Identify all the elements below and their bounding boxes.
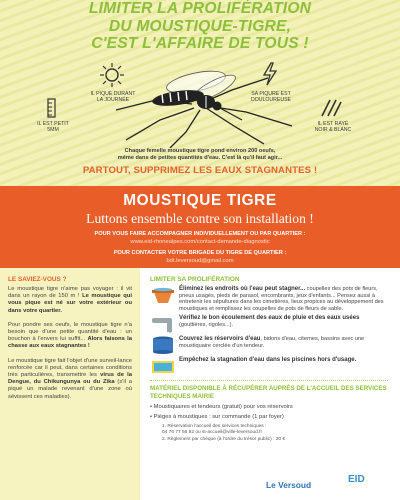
p3-b: (s'il a piqué un malade revenant d'une zone où sévissent ces maladies). (8, 379, 132, 400)
brigade-line: POUR CONTACTER VOTRE BRIGADE DU TIGRE DE QUARTIER : (113, 250, 287, 256)
eid-logo-text: EID (348, 474, 365, 485)
campaign-band (0, 186, 400, 268)
band-title: MOUSTIQUE TIGRE (123, 192, 277, 209)
stripes-icon (320, 98, 342, 123)
tip-cover-tanks (150, 336, 388, 354)
fact-day-text: IL PIQUE DURANT LA JOURNÉE (90, 91, 136, 104)
ruler-icon (46, 98, 58, 123)
brigade-email-link[interactable]: bdt.leversoud@gmail.com (166, 258, 234, 264)
town-logo-text: Le Versoud (266, 480, 312, 490)
did-you-know-paragraph-1 (8, 286, 132, 315)
town-logo (266, 480, 311, 490)
fact-size-text: IL EST PETIT 5MM (37, 121, 69, 134)
tip-cover-tanks-text (179, 336, 388, 349)
headline-line-1: LIMITER LA PROLIFÉRATION (88, 0, 312, 17)
limit-heading: LIMITER SA PROLIFÉRATION (150, 276, 240, 283)
top-banner (0, 0, 400, 186)
p2-plain: Pour pondre ses oeufs, le moustique tigre n'a besoin que d'une petite quantité d'eau : un bouchon à l'envers lui suffit... (8, 321, 132, 343)
tip-pools-bold: Empêchez la stagnation d'eau dans les piscines hors d'usage. (179, 357, 357, 364)
headline-line-3: C'EST L'AFFAIRE DE TOUS ! (91, 35, 309, 53)
contact-url-link[interactable]: www.eid-rhonealpes.com/contact-demande-diagnostic (130, 239, 270, 245)
section-divider (150, 380, 388, 381)
fact-pain-text: SA PIQURE EST DOULOUREUSE (250, 91, 292, 104)
callout-line-2: même dans de petites quantités d'eau. C'est là qu'il faut agir... (117, 155, 283, 161)
p1-bold: Le moustique qui vous pique est né sur votre extérieur ou dans votre quartier. (8, 293, 132, 314)
water-tank-icon (150, 336, 176, 354)
headline (0, 0, 400, 53)
order-steps (150, 424, 388, 443)
p1-plain: Le moustique tigre n'aime pas voyager : il vit dans un rayon de 150 m ! (8, 286, 132, 300)
tip-pools (150, 357, 388, 375)
p3-bold: virus de la Dengue, du Chikungunya ou du Zika (8, 372, 132, 386)
order-step-1-contact: 04 76 77 56 92 ou st-accueil@ville-leversoud.fr (162, 430, 263, 436)
tip-cover-body: , bidons d'eau, citernes, bassins avec une moustiquaire cerclée d'un tendeur. (179, 336, 365, 349)
order-step-1: 1. Réservation l'accueil des services techniques : (162, 424, 267, 430)
fact-stripes-text: IL EST RAYÉ NOIR & BLANC (314, 121, 352, 134)
material-heading: MATÉRIEL DISPONIBLE À RÉCUPÉRER AUPRÈS DE L'ACCUEIL DES SERVICES TECHNIQUES MAIRIE (150, 385, 387, 400)
tip-eliminate-text (179, 286, 388, 312)
band-subtitle: Luttons ensemble contre son installation ! (86, 211, 314, 226)
did-you-know-paragraph-3 (8, 358, 132, 401)
order-step-2: 2. Règlement par chèque (à l'ordre du trésor public) : 20 € (162, 436, 286, 442)
tip-drainage-text (179, 315, 388, 328)
mosquito-illustration (96, 64, 306, 153)
tip-pools-text (179, 357, 356, 364)
material-bullet-traps: • Pièges à moustiques : sur commande (1 par foyer) (150, 414, 284, 421)
flower-pot-icon (150, 286, 176, 304)
tip-drainage (150, 315, 388, 333)
tip-eliminate-body: coupelles des pots de fleurs, pneus usagés, pieds de parasol, encombrants, jeux d'enfants... Pensez aussi à entretenir les sépultures dans les cimetières, lieux propices au développement des moustiques et remplissez les coupelles de pots de fleurs de sable. (179, 286, 384, 312)
callout-line-1: Chaque femelle moustique tigre pond environ 200 oeufs, (124, 148, 276, 154)
limit-proliferation-panel (140, 268, 400, 500)
tip-eliminate-bold: Éliminez les endroits où l'eau peut stagner... (179, 286, 306, 292)
tip-drainage-body: (gouttières, rigoles...). (179, 321, 234, 328)
callout-eggs (70, 148, 330, 162)
fact-stripes (306, 121, 360, 133)
contact-line: POUR VOUS FAIRE ACCOMPAGNER INDIVIDUELLEMENT OU PAR QUARTIER : (94, 231, 306, 237)
fact-size (28, 121, 78, 133)
pool-icon (150, 357, 176, 375)
tip-cover-bold: Couvrez les réservoirs d'eau (179, 336, 261, 343)
headline-line-2: DU MOUSTIQUE-TIGRE, (108, 17, 292, 35)
did-you-know-heading: LE SAVIEZ-VOUS ? (8, 276, 67, 283)
p2-bold: Alors faisons la chasse aux eaux stagnantes ! (8, 336, 132, 350)
gutter-icon (150, 315, 176, 333)
did-you-know-panel (0, 268, 140, 500)
slogan: PARTOUT, SUPPRIMEZ LES EAUX STAGNANTES ! (82, 165, 318, 176)
did-you-know-paragraph-2 (8, 322, 132, 351)
material-bullet-nets: • Moustiquaires et tendeurs (gratuit) pour vos réservoirs (150, 404, 293, 411)
tip-eliminate (150, 286, 388, 312)
eid-logo (348, 474, 365, 485)
tip-drainage-bold: Vérifiez le bon écoulement des eaux de pluie et des eaux usées (179, 315, 360, 322)
p3-a: Le moustique tigre fait l'objet d'une surveil-lance renforcée car il peut, dans certaines conditions très particulières, transmettre les (8, 357, 132, 379)
